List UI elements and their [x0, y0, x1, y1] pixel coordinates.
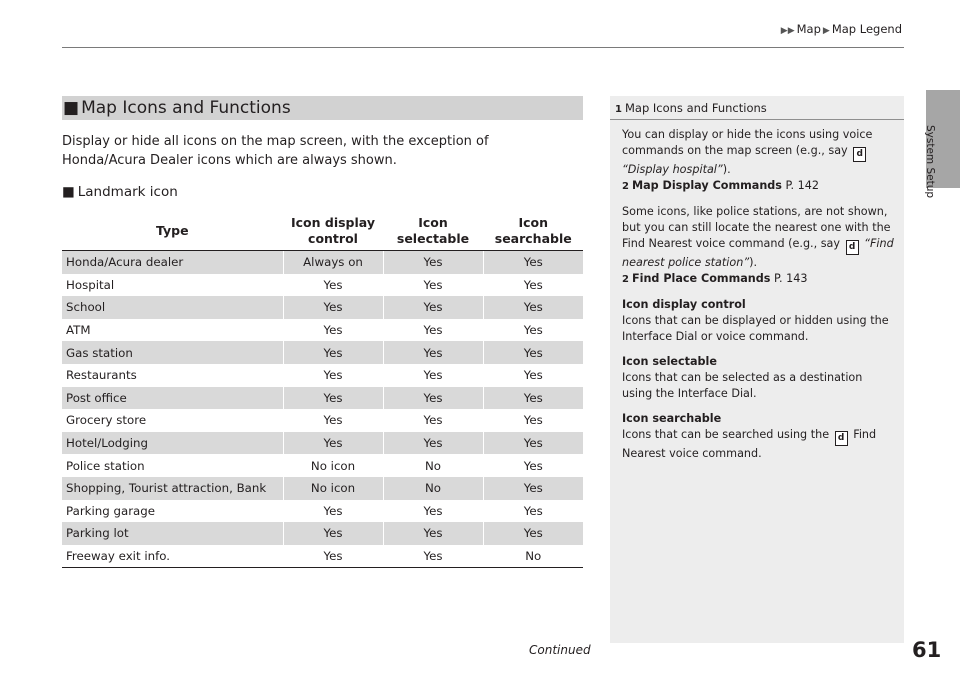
value-cell: Yes — [283, 387, 383, 410]
subheading-text: Landmark icon — [77, 184, 178, 200]
type-cell: Police station — [66, 458, 145, 473]
value-cell: Yes — [283, 319, 383, 342]
value-cell: Yes — [283, 364, 383, 387]
definition-term: Icon display control — [622, 298, 746, 311]
column-header: Type — [62, 212, 283, 251]
type-cell: Restaurants — [66, 368, 137, 383]
note-paragraph — [622, 204, 894, 288]
note-paragraph — [622, 127, 894, 195]
type-cell: Shopping, Tourist attraction, Bank — [62, 477, 283, 500]
type-cell: Hospital — [66, 277, 115, 292]
table-row — [62, 522, 583, 545]
page-number: 61 — [912, 638, 942, 662]
value-cell: Yes — [483, 296, 583, 319]
note-text: Some icons, like police stations, are not shown, but you can still locate the nearest one with the Find Nearest voice command (e.g., say — [622, 205, 891, 250]
note-text-end: ). — [722, 163, 731, 176]
value-cell: Always on — [283, 251, 383, 274]
table-row — [62, 341, 583, 364]
value-cell: Yes — [383, 387, 483, 410]
value-cell: Yes — [483, 409, 583, 432]
section-square-icon: ■ — [63, 98, 80, 118]
value-cell: Yes — [283, 409, 383, 432]
type-cell: School — [62, 296, 283, 319]
value-cell: Yes — [483, 387, 583, 410]
column-header: Icon display control — [283, 212, 383, 251]
definition-description: Find Nearest voice command. — [622, 428, 877, 460]
value-cell: Yes — [383, 522, 483, 545]
value-cell: Yes — [383, 545, 483, 568]
definition — [622, 354, 894, 402]
find-place-commands-link[interactable]: Find Place Commands — [631, 272, 771, 285]
definition-description: Icons that can be searched using the — [622, 428, 830, 441]
value-cell: Yes — [383, 341, 483, 364]
type-cell: ATM — [66, 323, 91, 338]
talk-button-icon: d — [853, 147, 866, 162]
breadcrumb-level2: Map Legend — [831, 22, 902, 36]
value-cell: Yes — [483, 500, 583, 523]
note-example: “Display hospital” — [622, 163, 723, 176]
value-cell: Yes — [483, 319, 583, 342]
talk-button-icon: d — [846, 240, 859, 255]
value-cell: Yes — [483, 522, 583, 545]
definition-description: Icons that can be displayed or hidden using the Interface Dial or voice command. — [622, 314, 889, 343]
table-row — [62, 545, 583, 568]
type-cell: Freeway exit info. — [62, 545, 283, 568]
value-cell: Yes — [283, 341, 383, 364]
value-cell: No icon — [283, 477, 383, 500]
continued-label: Continued — [529, 643, 591, 657]
table-row — [62, 409, 583, 432]
value-cell: Yes — [483, 432, 583, 455]
note-text-end: ). — [749, 256, 758, 269]
section-title: Map Icons and Functions — [81, 98, 291, 118]
definition — [622, 411, 894, 462]
table-header-row — [62, 212, 583, 251]
table-row — [62, 432, 583, 455]
note-text: You can display or hide the icons using voice commands on the map screen (e.g., say — [622, 128, 873, 157]
type-cell: Hotel/Lodging — [62, 432, 283, 455]
value-cell: Yes — [383, 409, 483, 432]
reference-arrow-icon: 2 — [622, 274, 629, 285]
value-cell: Yes — [283, 500, 383, 523]
type-cell: Parking garage — [66, 503, 156, 518]
side-tab-label: System Setup — [924, 125, 936, 199]
side-notes-panel — [610, 96, 904, 643]
table-row — [62, 319, 583, 342]
value-cell: Yes — [283, 522, 383, 545]
value-cell: Yes — [283, 296, 383, 319]
table-row — [62, 251, 583, 274]
value-cell: Yes — [483, 454, 583, 477]
value-cell: Yes — [283, 545, 383, 568]
table-row — [62, 364, 583, 387]
table-row — [62, 274, 583, 297]
table-row — [62, 500, 583, 523]
note-marker-icon: 1 — [615, 104, 622, 115]
table-row — [62, 387, 583, 410]
value-cell: Yes — [283, 274, 383, 297]
value-cell: Yes — [283, 432, 383, 455]
landmark-icon-table — [62, 212, 583, 568]
value-cell: Yes — [483, 364, 583, 387]
section-heading — [62, 96, 583, 120]
reference-arrow-icon: 2 — [622, 181, 629, 192]
breadcrumb — [779, 22, 902, 36]
definition — [622, 297, 894, 345]
table-row — [62, 454, 583, 477]
column-header: Icon searchable — [483, 212, 583, 251]
value-cell: Yes — [383, 500, 483, 523]
definition-description: Icons that can be selected as a destination using the Interface Dial. — [622, 371, 863, 400]
intro-text: Display or hide all icons on the map screen, with the exception of Honda/Acura Dealer icons which are always shown. — [62, 134, 489, 168]
value-cell: Yes — [383, 251, 483, 274]
reference-page: P. 142 — [785, 179, 819, 192]
value-cell: No — [483, 545, 583, 568]
value-cell: Yes — [483, 251, 583, 274]
type-cell: Parking lot — [62, 522, 283, 545]
value-cell: Yes — [383, 364, 483, 387]
type-cell: Gas station — [62, 341, 283, 364]
value-cell: No icon — [283, 454, 383, 477]
type-cell: Grocery store — [66, 413, 147, 428]
value-cell: Yes — [383, 274, 483, 297]
header-divider — [62, 47, 904, 48]
value-cell: Yes — [383, 432, 483, 455]
subheading — [62, 184, 178, 200]
value-cell: Yes — [483, 274, 583, 297]
map-display-commands-link[interactable]: Map Display Commands — [631, 179, 782, 192]
value-cell: Yes — [483, 477, 583, 500]
type-cell: Post office — [62, 387, 283, 410]
reference-page: P. 143 — [773, 272, 808, 285]
definition-term: Icon selectable — [622, 355, 717, 368]
breadcrumb-level1: Map — [796, 22, 821, 36]
definition-term: Icon searchable — [622, 412, 722, 425]
value-cell: No — [383, 477, 483, 500]
table-row — [62, 296, 583, 319]
type-cell: Honda/Acura dealer — [62, 251, 283, 274]
column-header: Icon selectable — [383, 212, 483, 251]
notes-heading — [610, 96, 904, 120]
value-cell: No — [383, 454, 483, 477]
breadcrumb-separator-icon: ▶ — [822, 26, 830, 36]
value-cell: Yes — [383, 296, 483, 319]
notes-title: Map Icons and Functions — [624, 101, 767, 115]
breadcrumb-arrow-icon: ▶▶ — [780, 26, 795, 36]
table-row — [62, 477, 583, 500]
value-cell: Yes — [483, 341, 583, 364]
talk-button-icon: d — [835, 431, 848, 446]
note-example: “Find nearest police station” — [622, 237, 894, 269]
value-cell: Yes — [383, 319, 483, 342]
subheading-square-icon: ■ — [62, 184, 75, 200]
